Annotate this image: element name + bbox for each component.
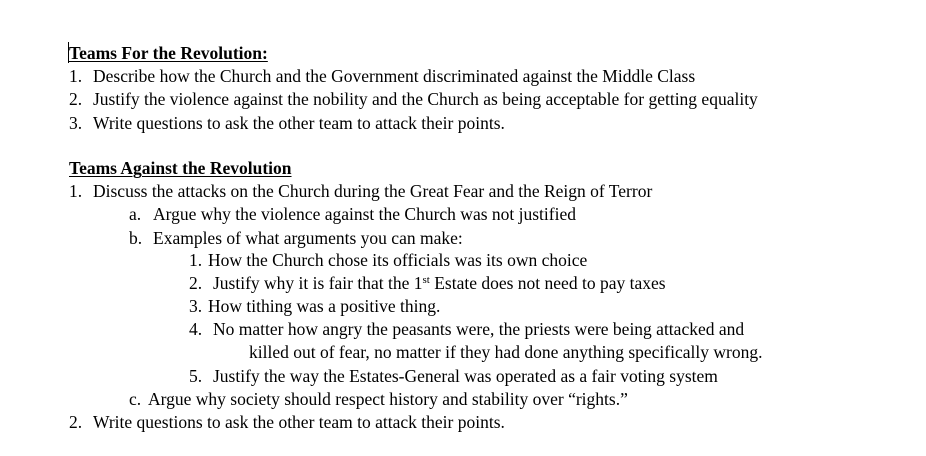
list-item — [69, 412, 505, 432]
heading-teams-for: Teams For the Revolution: — [69, 43, 268, 63]
item-number: 2. — [69, 89, 83, 109]
item-text: Argue why the violence against the Church was not justified — [153, 204, 576, 224]
item-text: How tithing was a positive thing. — [208, 296, 441, 316]
item-text: Justify the violence against the nobility and the Church as being acceptable for getting equality — [93, 89, 758, 109]
item-letter: c. — [129, 389, 142, 409]
list-item — [69, 181, 652, 201]
item-text-after: Estate does not need to pay taxes — [429, 273, 666, 293]
item-number: 3. — [69, 113, 83, 133]
item-text: Justify the way the Estates-General was operated as a fair voting system — [213, 366, 718, 386]
item-number: 2. — [189, 273, 203, 293]
item-text: Discuss the attacks on the Church during the Great Fear and the Reign of Terror — [93, 181, 653, 201]
list-item — [69, 66, 695, 86]
heading-teams-against: Teams Against the Revolution — [69, 158, 292, 178]
list-item — [189, 319, 744, 339]
item-text: How the Church chose its officials was its own choice — [208, 250, 588, 270]
list-item — [189, 273, 666, 293]
item-text: Argue why society should respect history and stability over “rights.” — [148, 389, 628, 409]
item-text-before: Justify why it is fair that the 1 — [213, 273, 423, 293]
item-text: Examples of what arguments you can make: — [153, 228, 463, 248]
item-number: 2. — [69, 412, 83, 432]
list-item-continuation: killed out of fear, no matter if they had done anything specifically wrong. — [249, 342, 763, 362]
item-text: Write questions to ask the other team to attack their points. — [93, 113, 505, 133]
item-text: Write questions to ask the other team to attack their points. — [93, 412, 505, 432]
item-number: 5. — [189, 366, 203, 386]
item-number: 1. — [69, 181, 83, 201]
list-item — [189, 296, 440, 316]
item-number: 1. — [189, 250, 203, 270]
item-letter: b. — [129, 228, 143, 248]
list-item — [129, 204, 576, 224]
list-item — [69, 89, 758, 109]
superscript: st — [422, 274, 430, 286]
item-text: No matter how angry the peasants were, the priests were being attacked and — [213, 319, 745, 339]
list-item — [189, 366, 718, 386]
item-letter: a. — [129, 204, 142, 224]
item-number: 1. — [69, 66, 83, 86]
list-item — [129, 389, 628, 409]
item-number: 4. — [189, 319, 203, 339]
list-item — [69, 113, 505, 133]
item-number: 3. — [189, 296, 203, 316]
list-item — [129, 228, 463, 248]
item-text: Describe how the Church and the Government discriminated against the Middle Class — [93, 66, 696, 86]
list-item — [189, 250, 587, 270]
